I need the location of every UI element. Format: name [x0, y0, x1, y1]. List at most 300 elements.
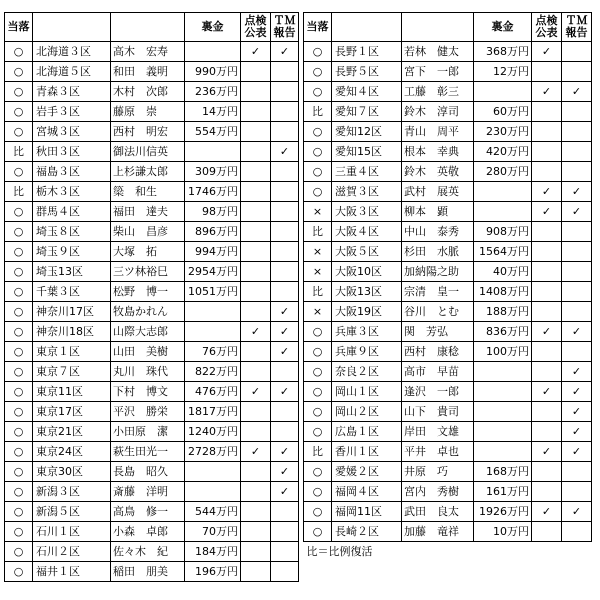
- tm-report-cell: ✓: [562, 182, 592, 202]
- check-published-cell: ✓: [532, 42, 562, 62]
- kickback-amount-cell: 1408万円: [474, 282, 532, 302]
- left-table-body: [5, 42, 299, 582]
- header-row: [5, 13, 299, 42]
- check-published-cell: [241, 62, 271, 82]
- kickback-amount-cell: [474, 82, 532, 102]
- name-cell: 谷川 とむ: [402, 302, 474, 322]
- check-published-cell: [241, 82, 271, 102]
- district-cell: 栃木３区: [33, 182, 111, 202]
- check-published-cell: [241, 122, 271, 142]
- name-cell: 萩生田光一: [111, 442, 185, 462]
- name-cell: 西村 康稔: [402, 342, 474, 362]
- check-published-cell: [241, 522, 271, 542]
- district-cell: 長崎２区: [332, 522, 402, 542]
- check-published-cell: ✓: [532, 442, 562, 462]
- table-row: [5, 202, 299, 222]
- kickback-amount-cell: 161万円: [474, 482, 532, 502]
- result-cell: ○: [304, 482, 332, 502]
- check-published-cell: [532, 142, 562, 162]
- tm-report-cell: [271, 62, 299, 82]
- table-row: [304, 522, 592, 542]
- tm-report-cell: [562, 482, 592, 502]
- tm-report-cell: ✓: [271, 342, 299, 362]
- table-row: [5, 422, 299, 442]
- table-row: [304, 82, 592, 102]
- kickback-amount-cell: 836万円: [474, 322, 532, 342]
- kickback-amount-cell: 280万円: [474, 162, 532, 182]
- tm-report-cell: [562, 122, 592, 142]
- check-published-cell: [532, 482, 562, 502]
- kickback-amount-cell: 1564万円: [474, 242, 532, 262]
- district-cell: 大阪10区: [332, 262, 402, 282]
- result-cell: ○: [5, 82, 33, 102]
- kickback-amount-cell: 40万円: [474, 262, 532, 282]
- header-money: 裏金: [185, 13, 241, 42]
- kickback-amount-cell: [185, 302, 241, 322]
- check-published-cell: [241, 262, 271, 282]
- name-cell: 木村 次郎: [111, 82, 185, 102]
- district-cell: 大阪19区: [332, 302, 402, 322]
- table-row: [304, 462, 592, 482]
- name-cell: 三ツ林裕巳: [111, 262, 185, 282]
- kickback-amount-cell: [185, 462, 241, 482]
- kickback-amount-cell: 188万円: [474, 302, 532, 322]
- name-cell: 下村 博文: [111, 382, 185, 402]
- name-cell: 稲田 朋美: [111, 562, 185, 582]
- name-cell: 平井 卓也: [402, 442, 474, 462]
- name-cell: 根本 幸典: [402, 142, 474, 162]
- result-cell: ○: [5, 202, 33, 222]
- table-row: [304, 502, 592, 522]
- tm-report-cell: [271, 542, 299, 562]
- district-cell: 新潟５区: [33, 502, 111, 522]
- table-row: [304, 382, 592, 402]
- result-cell: ○: [304, 162, 332, 182]
- kickback-amount-cell: [185, 42, 241, 62]
- name-cell: 宗清 皇一: [402, 282, 474, 302]
- table-row: [304, 262, 592, 282]
- header-check: 点検 公表: [241, 13, 271, 42]
- header-tm: ＴＭ 報告: [271, 13, 299, 42]
- tm-report-cell: [562, 282, 592, 302]
- district-cell: 岡山２区: [332, 402, 402, 422]
- check-published-cell: [532, 462, 562, 482]
- result-cell: ○: [304, 42, 332, 62]
- result-cell: ○: [5, 562, 33, 582]
- kickback-amount-cell: [474, 442, 532, 462]
- name-cell: 関 芳弘: [402, 322, 474, 342]
- result-cell: ○: [5, 102, 33, 122]
- left-table: [4, 12, 299, 582]
- kickback-amount-cell: 60万円: [474, 102, 532, 122]
- district-cell: 兵庫９区: [332, 342, 402, 362]
- name-cell: 中山 泰秀: [402, 222, 474, 242]
- tm-report-cell: [271, 162, 299, 182]
- name-cell: 山下 貴司: [402, 402, 474, 422]
- header-check: 点検 公表: [532, 13, 562, 42]
- result-cell: ○: [5, 322, 33, 342]
- name-cell: 松野 博一: [111, 282, 185, 302]
- kickback-amount-cell: 230万円: [474, 122, 532, 142]
- district-cell: 北海道５区: [33, 62, 111, 82]
- tm-report-cell: [562, 342, 592, 362]
- tm-report-cell: ✓: [562, 322, 592, 342]
- tm-report-cell: [271, 422, 299, 442]
- kickback-amount-cell: 10万円: [474, 522, 532, 542]
- name-cell: 斎藤 洋明: [111, 482, 185, 502]
- name-cell: 大塚 拓: [111, 242, 185, 262]
- result-cell: ○: [5, 362, 33, 382]
- tm-report-cell: [562, 262, 592, 282]
- result-cell: ○: [5, 262, 33, 282]
- table-row: [304, 202, 592, 222]
- district-cell: 東京１区: [33, 342, 111, 362]
- district-cell: 埼玉８区: [33, 222, 111, 242]
- result-cell: ○: [5, 542, 33, 562]
- footnote: 比＝比例復活: [306, 545, 373, 558]
- name-cell: 牧島かれん: [111, 302, 185, 322]
- table-row: [304, 62, 592, 82]
- tm-report-cell: ✓: [562, 82, 592, 102]
- district-cell: 神奈川17区: [33, 302, 111, 322]
- check-published-cell: ✓: [532, 82, 562, 102]
- table-row: [5, 322, 299, 342]
- name-cell: 高市 早苗: [402, 362, 474, 382]
- district-cell: 兵庫３区: [332, 322, 402, 342]
- table-row: [304, 182, 592, 202]
- kickback-amount-cell: 2954万円: [185, 262, 241, 282]
- name-cell: 加納陽之助: [402, 262, 474, 282]
- name-cell: 逢沢 一郎: [402, 382, 474, 402]
- kickback-amount-cell: 990万円: [185, 62, 241, 82]
- tm-report-cell: [271, 202, 299, 222]
- name-cell: 武田 良太: [402, 502, 474, 522]
- table-row: [5, 282, 299, 302]
- name-cell: 宮下 一郎: [402, 62, 474, 82]
- table-row: [5, 442, 299, 462]
- district-cell: 石川１区: [33, 522, 111, 542]
- result-cell: ○: [5, 502, 33, 522]
- table-row: [304, 42, 592, 62]
- result-cell: ○: [304, 422, 332, 442]
- kickback-amount-cell: 822万円: [185, 362, 241, 382]
- table-row: [304, 422, 592, 442]
- check-published-cell: [241, 362, 271, 382]
- result-cell: ○: [5, 42, 33, 62]
- result-cell: ×: [304, 242, 332, 262]
- tm-report-cell: [562, 62, 592, 82]
- kickback-amount-cell: 184万円: [185, 542, 241, 562]
- check-published-cell: [241, 422, 271, 442]
- district-cell: 岩手３区: [33, 102, 111, 122]
- district-cell: 神奈川18区: [33, 322, 111, 342]
- result-cell: ○: [304, 362, 332, 382]
- check-published-cell: ✓: [532, 382, 562, 402]
- tm-report-cell: ✓: [562, 402, 592, 422]
- check-published-cell: [532, 222, 562, 242]
- header-name: [111, 13, 185, 42]
- kickback-amount-cell: [474, 422, 532, 442]
- result-cell: ○: [5, 222, 33, 242]
- check-published-cell: [241, 282, 271, 302]
- name-cell: 高鳥 修一: [111, 502, 185, 522]
- tm-report-cell: [271, 182, 299, 202]
- district-cell: 宮城３区: [33, 122, 111, 142]
- check-published-cell: ✓: [532, 322, 562, 342]
- table-row: [304, 442, 592, 462]
- check-published-cell: [532, 522, 562, 542]
- result-cell: 比: [5, 182, 33, 202]
- table-row: [304, 222, 592, 242]
- name-cell: 青山 周平: [402, 122, 474, 142]
- result-cell: ○: [304, 82, 332, 102]
- kickback-amount-cell: [474, 182, 532, 202]
- table-row: [5, 502, 299, 522]
- kickback-amount-cell: [185, 322, 241, 342]
- tm-report-cell: ✓: [271, 462, 299, 482]
- result-cell: ○: [304, 402, 332, 422]
- result-cell: ○: [304, 502, 332, 522]
- tm-report-cell: [271, 82, 299, 102]
- district-cell: 東京11区: [33, 382, 111, 402]
- kickback-amount-cell: 1817万円: [185, 402, 241, 422]
- kickback-amount-cell: 98万円: [185, 202, 241, 222]
- tm-report-cell: [271, 402, 299, 422]
- result-cell: ○: [5, 522, 33, 542]
- check-published-cell: [241, 102, 271, 122]
- check-published-cell: [241, 142, 271, 162]
- tm-report-cell: [271, 262, 299, 282]
- name-cell: 御法川信英: [111, 142, 185, 162]
- district-cell: 大阪４区: [332, 222, 402, 242]
- district-cell: 福島３区: [33, 162, 111, 182]
- tm-report-cell: ✓: [271, 382, 299, 402]
- table-row: [304, 242, 592, 262]
- header-money: 裏金: [474, 13, 532, 42]
- header-result: 当落: [5, 13, 33, 42]
- table-row: [5, 162, 299, 182]
- kickback-amount-cell: [474, 402, 532, 422]
- check-published-cell: [532, 162, 562, 182]
- district-cell: 千葉３区: [33, 282, 111, 302]
- kickback-amount-cell: 1240万円: [185, 422, 241, 442]
- name-cell: 小田原 潔: [111, 422, 185, 442]
- table-row: [5, 182, 299, 202]
- kickback-amount-cell: 100万円: [474, 342, 532, 362]
- name-cell: 上杉謙太郎: [111, 162, 185, 182]
- result-cell: ○: [304, 142, 332, 162]
- result-cell: ×: [304, 262, 332, 282]
- result-cell: ○: [5, 342, 33, 362]
- check-published-cell: [241, 182, 271, 202]
- result-cell: ○: [5, 162, 33, 182]
- name-cell: 柴山 昌彦: [111, 222, 185, 242]
- tm-report-cell: [271, 122, 299, 142]
- header-district: [33, 13, 111, 42]
- kickback-amount-cell: 896万円: [185, 222, 241, 242]
- check-published-cell: [241, 482, 271, 502]
- check-published-cell: ✓: [241, 382, 271, 402]
- result-cell: ○: [5, 122, 33, 142]
- name-cell: 簗 和生: [111, 182, 185, 202]
- table-row: [5, 242, 299, 262]
- result-cell: ○: [5, 462, 33, 482]
- result-cell: ○: [304, 382, 332, 402]
- name-cell: 藤原 崇: [111, 102, 185, 122]
- name-cell: 若林 健太: [402, 42, 474, 62]
- district-cell: 岡山１区: [332, 382, 402, 402]
- check-published-cell: [241, 402, 271, 422]
- kickback-amount-cell: 14万円: [185, 102, 241, 122]
- check-published-cell: [241, 502, 271, 522]
- check-published-cell: [241, 222, 271, 242]
- district-cell: 三重４区: [332, 162, 402, 182]
- check-published-cell: [241, 202, 271, 222]
- kickback-amount-cell: 994万円: [185, 242, 241, 262]
- table-row: [5, 462, 299, 482]
- table-row: [304, 342, 592, 362]
- tm-report-cell: [562, 302, 592, 322]
- result-cell: ×: [304, 302, 332, 322]
- table-row: [304, 402, 592, 422]
- name-cell: 平沢 勝栄: [111, 402, 185, 422]
- result-cell: ○: [5, 482, 33, 502]
- tm-report-cell: [562, 162, 592, 182]
- tm-report-cell: ✓: [562, 202, 592, 222]
- district-cell: 青森３区: [33, 82, 111, 102]
- name-cell: 岸田 文雄: [402, 422, 474, 442]
- result-cell: ○: [5, 402, 33, 422]
- result-cell: ○: [5, 242, 33, 262]
- name-cell: 佐々木 紀: [111, 542, 185, 562]
- check-published-cell: [241, 242, 271, 262]
- check-published-cell: [532, 402, 562, 422]
- name-cell: 小森 卓郎: [111, 522, 185, 542]
- table-row: [5, 122, 299, 142]
- check-published-cell: [241, 342, 271, 362]
- district-cell: 愛知７区: [332, 102, 402, 122]
- result-cell: ○: [5, 302, 33, 322]
- kickback-amount-cell: [474, 362, 532, 382]
- kickback-amount-cell: 908万円: [474, 222, 532, 242]
- tm-report-cell: ✓: [562, 362, 592, 382]
- tm-report-cell: [562, 522, 592, 542]
- result-cell: 比: [304, 282, 332, 302]
- header-name: [402, 13, 474, 42]
- district-cell: 大阪５区: [332, 242, 402, 262]
- kickback-amount-cell: 1746万円: [185, 182, 241, 202]
- table-row: [5, 222, 299, 242]
- district-cell: 愛知12区: [332, 122, 402, 142]
- name-cell: 高木 宏寿: [111, 42, 185, 62]
- name-cell: 西村 明宏: [111, 122, 185, 142]
- result-cell: 比: [304, 222, 332, 242]
- table-row: [5, 42, 299, 62]
- table-row: [5, 342, 299, 362]
- check-published-cell: [241, 162, 271, 182]
- kickback-amount-cell: 368万円: [474, 42, 532, 62]
- check-published-cell: [532, 422, 562, 442]
- result-cell: ×: [304, 202, 332, 222]
- name-cell: 山田 美樹: [111, 342, 185, 362]
- table-row: [304, 122, 592, 142]
- table-row: [5, 562, 299, 582]
- kickback-amount-cell: 554万円: [185, 122, 241, 142]
- footnote-row: [304, 542, 592, 562]
- district-cell: 香川１区: [332, 442, 402, 462]
- result-cell: 比: [304, 102, 332, 122]
- check-published-cell: ✓: [532, 202, 562, 222]
- tm-report-cell: ✓: [271, 482, 299, 502]
- name-cell: 杉田 水脈: [402, 242, 474, 262]
- kickback-amount-cell: 420万円: [474, 142, 532, 162]
- right-table: [303, 12, 592, 561]
- name-cell: 丸川 珠代: [111, 362, 185, 382]
- check-published-cell: [532, 362, 562, 382]
- kickback-amount-cell: 70万円: [185, 522, 241, 542]
- check-published-cell: [532, 262, 562, 282]
- tm-report-cell: [562, 242, 592, 262]
- kickback-amount-cell: 309万円: [185, 162, 241, 182]
- faction-kickback-table: [4, 12, 596, 592]
- check-published-cell: [241, 302, 271, 322]
- tm-report-cell: [271, 362, 299, 382]
- district-cell: 埼玉９区: [33, 242, 111, 262]
- district-cell: 東京21区: [33, 422, 111, 442]
- table-row: [5, 82, 299, 102]
- tm-report-cell: ✓: [271, 142, 299, 162]
- district-cell: 福岡４区: [332, 482, 402, 502]
- table-row: [304, 482, 592, 502]
- district-cell: 長野１区: [332, 42, 402, 62]
- header-result: 当落: [304, 13, 332, 42]
- tm-report-cell: ✓: [271, 322, 299, 342]
- district-cell: 北海道３区: [33, 42, 111, 62]
- result-cell: ○: [5, 62, 33, 82]
- district-cell: 滋賀３区: [332, 182, 402, 202]
- check-published-cell: [532, 302, 562, 322]
- table-row: [5, 262, 299, 282]
- result-cell: 比: [304, 442, 332, 462]
- check-published-cell: [532, 122, 562, 142]
- kickback-amount-cell: 168万円: [474, 462, 532, 482]
- check-published-cell: ✓: [241, 322, 271, 342]
- district-cell: 東京17区: [33, 402, 111, 422]
- tm-report-cell: ✓: [271, 442, 299, 462]
- name-cell: 武村 展英: [402, 182, 474, 202]
- table-row: [5, 102, 299, 122]
- district-cell: 愛知４区: [332, 82, 402, 102]
- table-row: [5, 402, 299, 422]
- tm-report-cell: [271, 282, 299, 302]
- check-published-cell: [532, 62, 562, 82]
- check-published-cell: [241, 542, 271, 562]
- tm-report-cell: [562, 102, 592, 122]
- kickback-amount-cell: 1926万円: [474, 502, 532, 522]
- kickback-amount-cell: 12万円: [474, 62, 532, 82]
- table-row: [304, 362, 592, 382]
- district-cell: 福岡11区: [332, 502, 402, 522]
- result-cell: ○: [304, 342, 332, 362]
- tm-report-cell: ✓: [562, 442, 592, 462]
- district-cell: 新潟３区: [33, 482, 111, 502]
- table-row: [5, 522, 299, 542]
- result-cell: ○: [5, 382, 33, 402]
- tm-report-cell: ✓: [271, 42, 299, 62]
- district-cell: 東京24区: [33, 442, 111, 462]
- tm-report-cell: [271, 242, 299, 262]
- tm-report-cell: [562, 222, 592, 242]
